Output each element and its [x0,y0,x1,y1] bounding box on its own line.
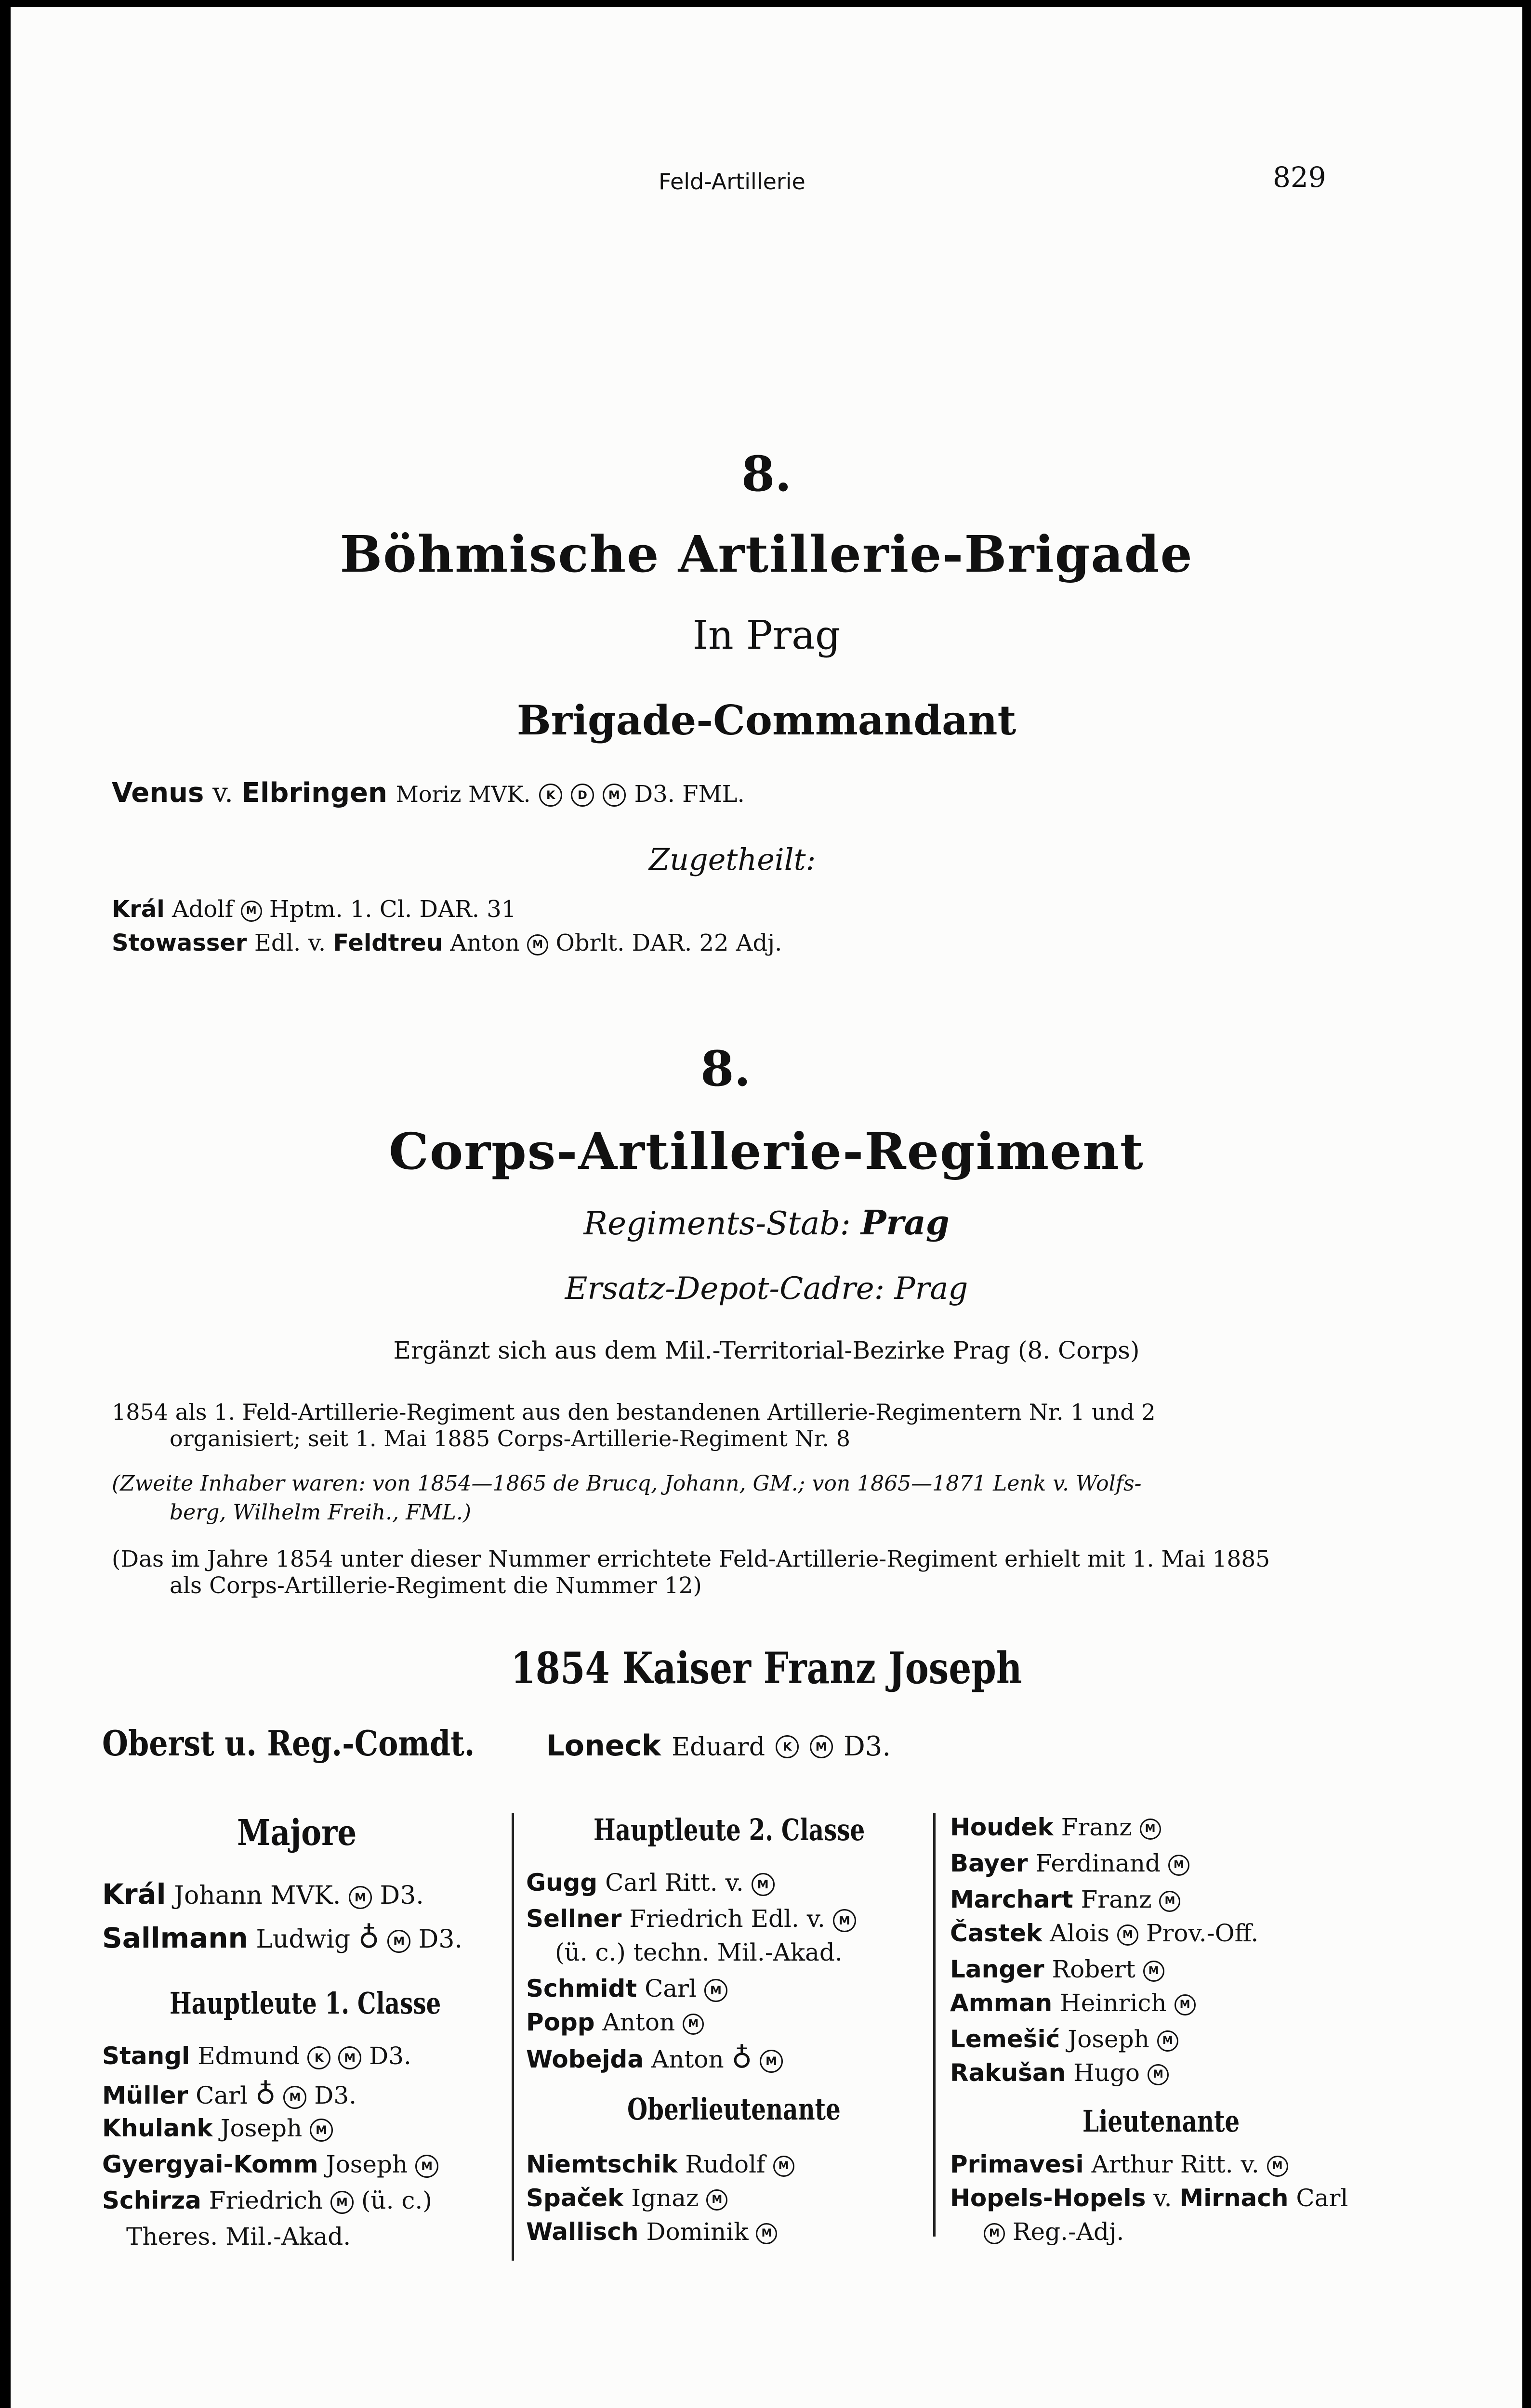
lt-row-2-cont: M Reg.-Adj. [984,2220,1124,2244]
medal-m-icon: M [603,784,626,807]
medal-m-icon: M [833,1909,856,1932]
medal-m-icon: M [810,1735,833,1758]
cross-k-icon: K [307,2046,330,2069]
medal-m-icon: M [1175,1994,1196,2015]
col3-row-2: Bayer Ferdinand M [950,1851,1189,1876]
cross-k-icon: K [776,1735,799,1758]
regiment-number: 8. [700,1040,751,1097]
medal-m-icon: M [283,2086,306,2109]
medal-m-icon: M [984,2223,1005,2244]
medal-m-icon: M [330,2191,354,2214]
captain2-row-4: Popp Anton M [526,2010,704,2035]
page [11,7,1522,2408]
col3-row-1: Houdek Franz M [950,1815,1161,1840]
lt-row-2: Hopels-Hopels v. Mirnach Carl [950,2184,1348,2212]
cross-d-icon: D [571,784,594,807]
medal-m-icon: M [1168,1855,1189,1876]
medal-m-icon: M [704,1979,727,2002]
regiment-staff: Regiments-Stab: Prag [583,1203,950,1243]
history-2a: (Zweite Inhaber waren: von 1854—1865 de Brucq, Johann, GM.; von 1865—1871 Lenk v. Wolfs- [112,1471,1142,1496]
medal-m-icon: M [752,1873,775,1896]
captain2-row-5: Wobejda Anton ♁ M [526,2044,783,2073]
medal-m-icon: M [310,2119,333,2142]
attached-row-1: Král Adolf M Hptm. 1. Cl. DAR. 31 [112,896,516,923]
captain2-row-2: Sellner Friedrich Edl. v. M [526,1907,856,1932]
history-2b: berg, Wilhelm Freih., FML.) [170,1500,472,1525]
running-title: Feld-Artillerie [659,169,805,195]
medal-m-icon: M [1159,1891,1180,1912]
history-1b: organisiert; seit 1. Mai 1885 Corps-Artillerie-Regiment Nr. 8 [170,1426,851,1452]
column-divider-1 [512,1813,514,2261]
column-divider-2 [933,1813,936,2237]
regiment-depot: Ersatz-Depot-Cadre: Prag [565,1271,968,1307]
brigade-commander-heading: Brigade-Commandant [516,696,1016,744]
col3-row-3: Marchart Franz M [950,1887,1180,1912]
major-row-2: Sallmann Ludwig ♁ M D3. [102,1921,462,1955]
regiment-title: Corps-Artillerie-Regiment [389,1122,1144,1181]
medal-m-icon: M [415,2155,438,2178]
oberlt-row-3: Wallisch Dominik M [526,2220,777,2244]
knot-icon: ♁ [255,2078,276,2110]
captain-row-4: Gyergyai-Komm Joseph M [102,2152,438,2178]
col3-row-4: Častek Alois M Prov.-Off. [950,1919,1259,1947]
regiment-owner: 1854 Kaiser Franz Joseph [511,1643,1022,1694]
captain-row-1: Stangl Edmund K M D3. [102,2042,411,2070]
regiment-recruit: Ergänzt sich aus dem Mil.-Territorial-Bezirke Prag (8. Corps) [393,1336,1140,1364]
captains-2-heading: Hauptleute 2. Classe [594,1812,865,1847]
majors-heading: Majore [237,1812,357,1854]
knot-icon: ♁ [358,1921,380,1955]
page-number: 829 [1273,161,1326,194]
medal-m-icon: M [349,1886,372,1909]
medal-m-icon: M [706,2189,727,2211]
medal-m-icon: M [1140,1819,1161,1840]
oberlt-heading: Oberlieutenante [627,2092,841,2127]
captain-row-5-cont: Theres. Mil.-Akad. [126,2223,351,2251]
history-1a: 1854 als 1. Feld-Artillerie-Regiment aus den bestandenen Artillerie-Regimentern Nr. 1 und 2 [112,1399,1156,1425]
history-3b: als Corps-Artillerie-Regiment die Nummer 12) [170,1572,702,1599]
captains-1-heading: Hauptleute 1. Classe [170,1986,441,2021]
col3-row-6: Amman Heinrich M [950,1991,1196,2015]
attached-heading: Zugetheilt: [649,842,816,877]
captain2-row-1: Gugg Carl Ritt. v. M [526,1871,775,1896]
captain2-row-3: Schmidt Carl M [526,1976,727,2002]
medal-m-icon: M [1157,2030,1178,2052]
medal-m-icon: M [1143,1961,1164,1982]
lieutenants-heading: Lieutenante [1082,2104,1240,2139]
medal-m-icon: M [1148,2064,1169,2085]
captain-row-3: Khulank Joseph M [102,2116,333,2142]
medal-m-icon: M [756,2223,777,2244]
medal-m-icon: M [527,934,548,955]
col3-row-7: Lemešić Joseph M [950,2027,1178,2052]
brigade-commander-line: Venus v. Elbringen Moriz MVK. K D M D3. FML. [112,777,745,809]
brigade-location: In Prag [692,613,841,658]
medal-m-icon: M [773,2156,794,2177]
medal-m-icon: M [338,2046,361,2069]
medal-m-icon: M [1267,2156,1288,2177]
brigade-number: 8. [741,445,792,502]
oberlt-row-1: Niemtschik Rudolf M [526,2152,794,2177]
medal-m-icon: M [683,2014,704,2035]
medal-m-icon: M [1117,1924,1138,1946]
brigade-title: Böhmische Artillerie-Brigade [340,524,1193,584]
attached-row-2: Stowasser Edl. v. Feldtreu Anton M Obrlt. DAR. 22 Adj. [112,929,782,956]
captain-row-2: Müller Carl ♁ M D3. [102,2078,357,2110]
medal-m-icon: M [760,2050,783,2073]
col3-row-5: Langer Robert M [950,1957,1164,1982]
captain2-row-2-cont: (ü. c.) techn. Mil.-Akad. [555,1938,843,1966]
medal-m-icon: M [241,901,262,922]
col3-row-8: Rakušan Hugo M [950,2061,1169,2085]
captain-row-5: Schirza Friedrich M (ü. c.) [102,2186,432,2214]
medal-m-icon: M [387,1930,410,1953]
knot-icon: ♁ [731,2042,752,2074]
oberlt-row-2: Spaček Ignaz M [526,2186,727,2211]
cross-k-icon: K [539,784,562,807]
lt-row-1: Primavesi Arthur Ritt. v. M [950,2152,1288,2177]
colonel-line: Oberst u. Reg.-Comdt. Loneck Eduard K M D3. [102,1723,891,1764]
history-3a: (Das im Jahre 1854 unter dieser Nummer errichtete Feld-Artillerie-Regiment erhielt mit 1. Mai 1885 [112,1546,1270,1572]
major-row-1: Král Johann MVK. M D3. [102,1878,424,1911]
